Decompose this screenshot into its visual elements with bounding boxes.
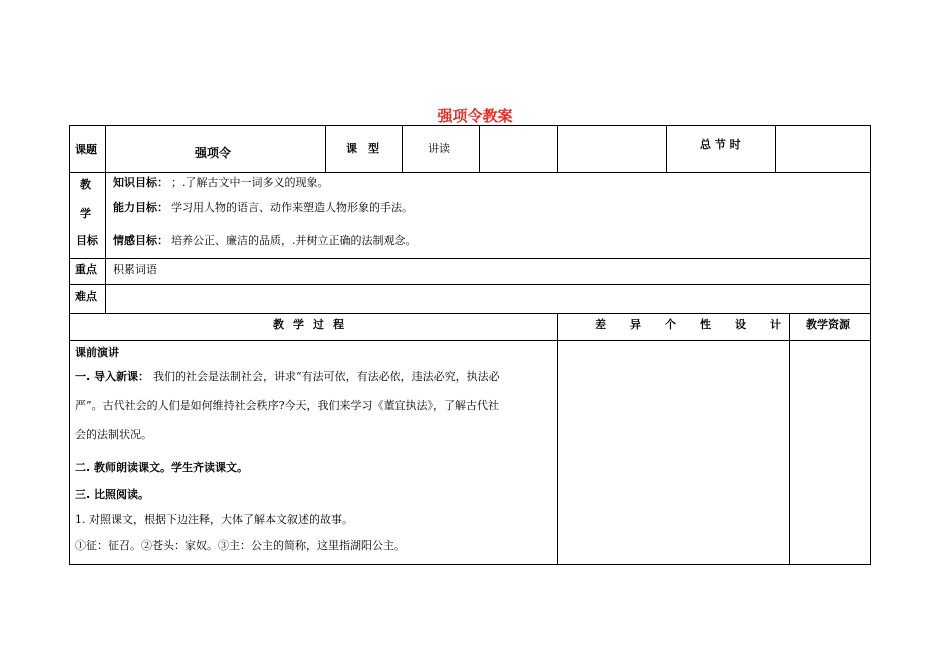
row-divider-keypoint bbox=[69, 284, 871, 285]
table-right-border bbox=[870, 125, 871, 565]
document-title: 强项令教案 bbox=[437, 107, 513, 125]
differentiated-design-header: 差异个性设计 bbox=[595, 318, 805, 331]
emotion-goal-label: 情感目标： bbox=[113, 234, 168, 247]
objectives-label-1: 教 bbox=[80, 178, 91, 191]
intro-label: 一. 导入新课： bbox=[75, 370, 150, 383]
header-divider-2 bbox=[402, 125, 403, 173]
intro-line-1: 我们的社会是法制社会，讲求“有法可依，有法必依，违法必究，执法必 bbox=[153, 370, 500, 383]
row-divider-difficulty bbox=[69, 313, 871, 314]
ability-goal-text: 学习用人物的语言、动作来塑造人物形象的手法。 bbox=[171, 201, 413, 214]
step-two: 二. 教师朗读课文。学生齐读课文。 bbox=[75, 461, 249, 474]
header-divider-6 bbox=[775, 125, 776, 173]
objectives-label-3: 目标 bbox=[76, 234, 98, 247]
header-divider-4 bbox=[557, 125, 558, 173]
intro-line-2: 严”。古代社会的人们是如何维持社会秩序?今天，我们来学习《董宜执法》，了解古代社 bbox=[75, 399, 500, 412]
total-hours-label: 总 节 时 bbox=[700, 138, 741, 151]
table-left-border bbox=[69, 125, 70, 565]
step-three-item-2: ①征：征召。②苍头：家奴。③主：公主的简称，这里指湖阳公主。 bbox=[75, 539, 405, 552]
lesson-type-value: 讲读 bbox=[428, 142, 450, 155]
difficulty-label: 难点 bbox=[75, 290, 97, 303]
ability-goal-label: 能力目标： bbox=[113, 201, 168, 214]
pre-class-speech: 课前演讲 bbox=[75, 346, 119, 359]
resources-column-divider bbox=[789, 313, 790, 565]
table-top-border bbox=[69, 125, 871, 126]
topic-label: 课题 bbox=[75, 143, 97, 156]
knowledge-goal-label: 知识目标： bbox=[113, 176, 168, 189]
table-bottom-border bbox=[69, 564, 871, 565]
teaching-resources-header: 教学资源 bbox=[806, 318, 850, 331]
row-divider-objectives bbox=[69, 258, 871, 259]
intro-line-3: 会的法制状况。 bbox=[75, 428, 152, 441]
header-divider-3 bbox=[479, 125, 480, 173]
process-column-divider bbox=[557, 313, 558, 565]
header-divider-1 bbox=[325, 125, 326, 173]
lesson-type-label: 课 型 bbox=[346, 142, 379, 155]
emotion-goal-text: 培养公正、廉洁的品质，.并树立正确的法制观念。 bbox=[171, 234, 417, 247]
teaching-process-header: 教学过程 bbox=[273, 318, 353, 331]
step-three-item-1: 1. 对照课文，根据下边注释，大体了解本文叙述的故事。 bbox=[75, 513, 353, 526]
row-divider-columns bbox=[69, 340, 871, 341]
topic-value: 强项令 bbox=[195, 146, 232, 160]
step-three: 三. 比照阅读。 bbox=[75, 488, 150, 501]
knowledge-goal-text: ；.了解古文中一词多义的现象。 bbox=[171, 176, 329, 189]
key-point-text: 积累词语 bbox=[113, 263, 157, 276]
row-divider-header bbox=[69, 172, 871, 173]
label-column-divider bbox=[105, 125, 106, 314]
objectives-label-2: 学 bbox=[80, 207, 91, 220]
header-divider-5 bbox=[666, 125, 667, 173]
key-point-label: 重点 bbox=[75, 263, 97, 276]
